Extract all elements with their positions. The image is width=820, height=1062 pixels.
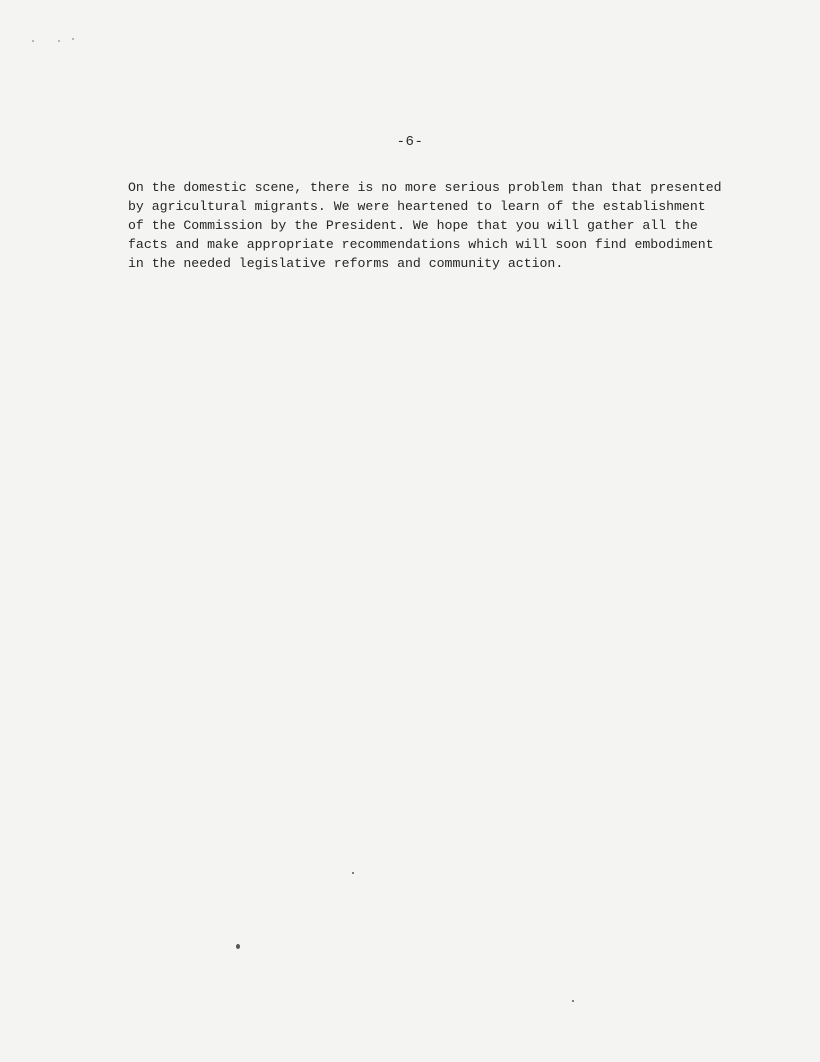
paragraph-line-3: of the Commission by the President. We hope that you will gather all the: [128, 218, 698, 233]
scan-speck: [352, 872, 354, 874]
paragraph-line-4: facts and make appropriate recommendations which will soon find embodiment: [128, 237, 714, 252]
body-paragraph: [128, 178, 768, 273]
paragraph-line-1: On the domestic scene, there is no more serious problem than that presented: [128, 180, 722, 195]
scan-speck: [72, 38, 74, 40]
paragraph-line-2: by agricultural migrants. We were heartened to learn of the establishment: [128, 199, 706, 214]
paragraph-line-5: in the needed legislative reforms and community action.: [128, 256, 564, 271]
scan-speck: [236, 944, 240, 949]
scan-speck: [32, 40, 34, 42]
scan-speck: [572, 1000, 574, 1002]
scan-speck: [58, 40, 60, 42]
page-number: -6-: [396, 134, 424, 150]
